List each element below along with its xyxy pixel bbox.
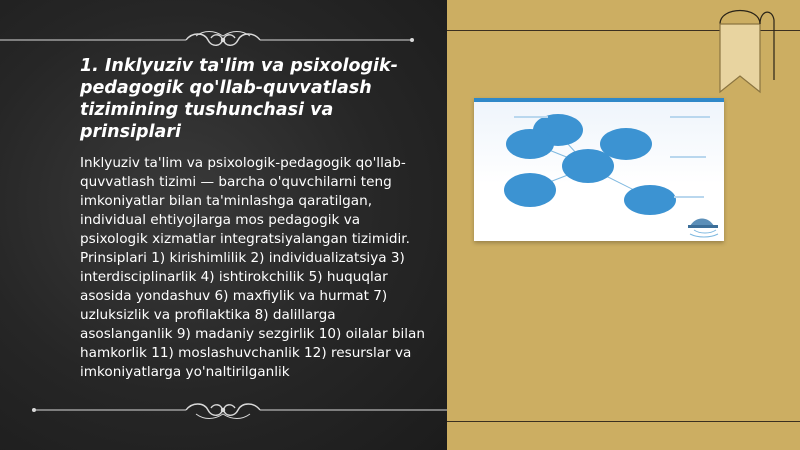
slide-body-text: Inklyuziv ta'lim va psixologik-pedagogik qo'llab-quvvatlash tizimi — barcha o'quvchilarni teng imkoniyatlar bilan ta'minlashga qaratilgan, individual ehtiyojlarga mos pedagogik va psixologik xizmatlar integratsiyalangan tizimidir. Prinsiplari 1) kirishimlilik 2) individualizatsiya 3) interdisciplinarlik 4) ishtirokchilik 5) huquqlar asosida yondashuv 6) maxfiylik va hurmat 7) uzluksizlik va profilaktika 8) dalillarga asoslanganlik 9) madaniy sezgirlik 10) oilalar bilan hamkorlik 11) moslashuvchanlik 12) resurslar va imkoniyatlarga yo'naltirilganlik: [80, 155, 426, 380]
bottom-flourish-icon: [0, 398, 447, 422]
concept-map-graphic: [474, 98, 724, 241]
bottom-divider-line: [447, 421, 800, 422]
bookmark-ribbon-icon: [716, 0, 776, 100]
slide-title: 1. Inklyuziv ta'lim va psixologik-pedagogik qo'llab-quvvatlash tizimining tushunchasi va prinsiplari: [80, 56, 398, 142]
concept-diagram-image: [474, 98, 724, 241]
top-flourish-icon: [0, 28, 447, 52]
